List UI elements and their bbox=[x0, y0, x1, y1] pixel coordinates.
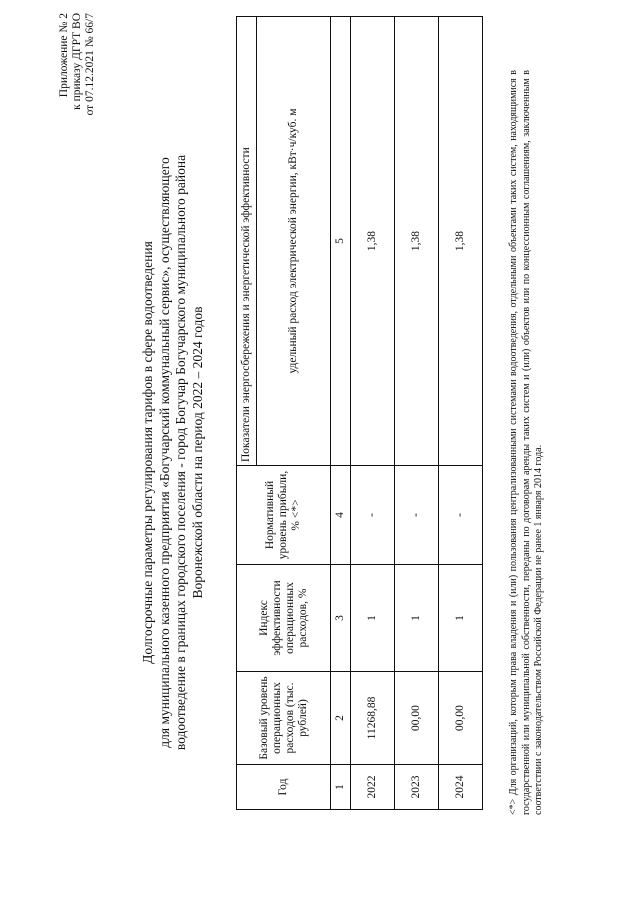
title-line: Воронежской области на период 2022 – 2024 годов bbox=[189, 306, 205, 599]
cell-energy-consumption: 1,38 bbox=[439, 17, 483, 466]
document-title bbox=[140, 40, 206, 865]
title-line: Долгосрочные параметры регулирования тарифов в сфере водоотведения bbox=[140, 241, 155, 664]
column-number: 4 bbox=[331, 466, 351, 565]
table-row bbox=[439, 17, 483, 810]
column-number: 5 bbox=[331, 17, 351, 466]
title-line: для муниципального казенного предприятия «Богучарский коммунальный сервис», осуществляющего bbox=[156, 157, 172, 748]
footnote: <*> Для организаций, которым права владения и (или) пользования централизованными системами водоотведения, отдельными объектами таких систем, находящимися в государственной или муниципальной собственности, переданы по договорам аренды таких систем и (или) объектов или по концессионным соглашениям, заключенным в соответствии с законодательством Российской Федерации не ранее 1 января 2014 года. bbox=[508, 70, 544, 815]
header-energy-group: Показатели энергосбережения и энергетической эффективности bbox=[237, 17, 257, 466]
cell-profit-level: - bbox=[439, 466, 483, 565]
appendix-line: от 07.12.2021 № 66/7 bbox=[84, 13, 96, 116]
table-row bbox=[395, 17, 439, 810]
cell-year: 2022 bbox=[351, 765, 395, 810]
header-energy-consumption: удельный расход электрической энергии, кВт·ч/куб. м bbox=[257, 17, 331, 466]
cell-base-costs: 00,00 bbox=[395, 672, 439, 765]
header-profit-level: Нормативный уровень прибыли, % <*> bbox=[237, 466, 331, 565]
cell-energy-consumption: 1,38 bbox=[351, 17, 395, 466]
cell-efficiency-index: 1 bbox=[439, 565, 483, 672]
header-year: Год bbox=[237, 765, 331, 810]
title-line: водоотведение в границах городского поселения - город Богучар Богучарского муниципального района bbox=[173, 154, 188, 751]
cell-energy-consumption: 1,38 bbox=[395, 17, 439, 466]
cell-base-costs: 11268,88 bbox=[351, 672, 395, 765]
cell-efficiency-index: 1 bbox=[395, 565, 439, 672]
appendix-line: Приложение № 2 bbox=[58, 13, 70, 98]
cell-profit-level: - bbox=[351, 466, 395, 565]
column-number: 3 bbox=[331, 565, 351, 672]
cell-year: 2024 bbox=[439, 765, 483, 810]
header-efficiency-index: Индекс эффективности операционных расходов, % bbox=[237, 565, 331, 672]
appendix-line: к приказу ДГРТ ВО bbox=[71, 13, 83, 110]
header-base-costs: Базовый уровень операционных расходов (тыс. рублей) bbox=[237, 672, 331, 765]
cell-efficiency-index: 1 bbox=[351, 565, 395, 672]
column-number: 1 bbox=[331, 765, 351, 810]
cell-base-costs: 00,00 bbox=[439, 672, 483, 765]
table-row bbox=[351, 17, 395, 810]
cell-year: 2023 bbox=[395, 765, 439, 810]
parameters-table bbox=[236, 16, 483, 810]
column-number: 2 bbox=[331, 672, 351, 765]
cell-profit-level: - bbox=[395, 466, 439, 565]
appendix-note bbox=[58, 13, 97, 153]
